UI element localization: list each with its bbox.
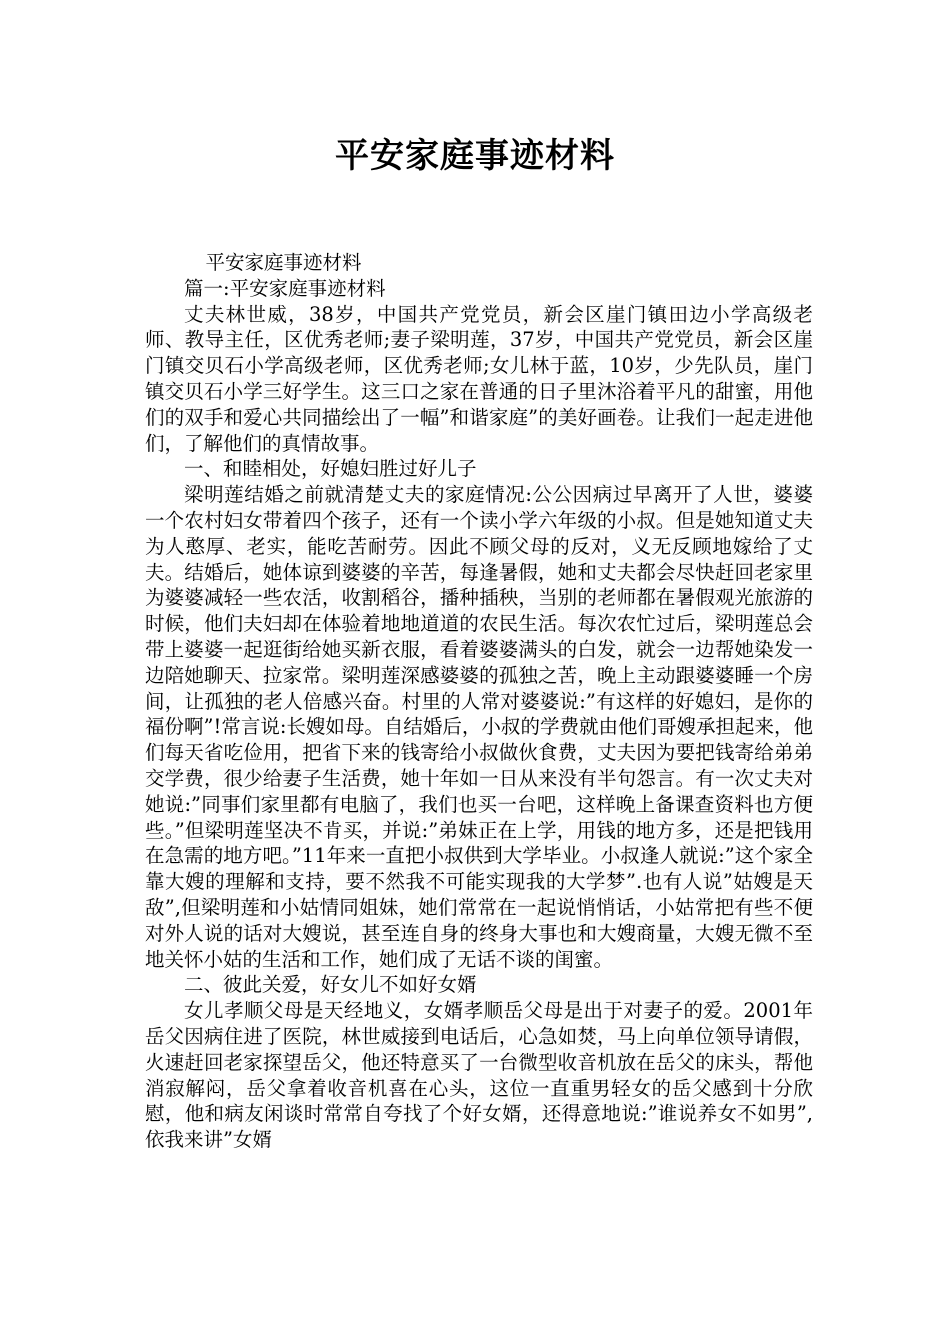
document-body: [145, 250, 813, 1153]
section-heading-2: 二、彼此关爱，好女儿不如好女婿: [184, 973, 477, 997]
document-subtitle: 平安家庭事迹材料: [205, 251, 362, 274]
paragraph-source-heading: 篇一:平安家庭事迹材料: [184, 276, 386, 300]
paragraph-daughter-in-law: 梁明莲结婚之前就清楚丈夫的家庭情况:公公因病过早离开了人世，婆婆一个农村妇女带着四个孩子，还有一个读小学六年级的小叔。但是她知道丈夫为人憨厚、老实，能吃苦耐劳。因此不顾父母的反对，义无反顾地嫁给了丈夫。结婚后，她体谅到婆婆的辛苦，每逢暑假，她和丈夫都会尽快赶回老家里为婆婆减轻一些农活，收割稻谷，播种插秧，当别的老师都在暑假观光旅游的时候，他们夫妇却在体验着地地道道的农民生活。每次农忙过后，梁明莲总会带上婆婆一起逛街给她买新衣服，看着婆婆满头的白发，就会一边帮她染发一边陪她聊天、拉家常。梁明莲深感婆婆的孤独之苦，晚上主动跟婆婆睡一个房间，让孤独的老人倍感兴奋。村里的人常对婆婆说:”有这样的好媳妇，是你的福份啊”!常言说:长嫂如母。自结婚后，小叔的学费就由他们哥嫂承担起来，他们每天省吃俭用，把省下来的钱寄给小叔做伙食费，丈夫因为要把钱寄给弟弟交学费，很少给妻子生活费，她十年如一日从来没有半句怨言。有一次丈夫对她说:”同事们家里都有电脑了，我们也买一台吧，这样晚上备课查资料也方便些。”但梁明莲坚决不肯买，并说:”弟妹正在上学，用钱的地方多，还是把钱用在急需的地方吧。”11年来一直把小叔供到大学毕业。小叔逢人就说:”这个家全靠大嫂的理解和支持，要不然我不可能实现我的大学梦”.也有人说”姑嫂是天敌”,但梁明莲和小姑情同姐妹，她们常常在一起说悄悄话，小姑常把有些不便对外人说的话对大嫂说，甚至连自身的终身大事也和大嫂商量，大嫂无微不至地关怀小姑的生活和工作，她们成了无话不谈的闺蜜。: [145, 483, 813, 971]
paragraph-family-intro: 丈夫林世威，38岁，中国共产党党员，新会区崖门镇田边小学高级老师、教导主任，区优秀老师;妻子梁明莲，37岁，中国共产党党员，新会区崖门镇交贝石小学高级老师，区优秀老师;女儿林于蓝，10岁，少先队员，崖门镇交贝石小学三好学生。这三口之家在普通的日子里沐浴着平凡的甜蜜，用他们的双手和爱心共同描绘出了一幅”和谐家庭”的美好画卷。让我们一起走进他们，了解他们的真情故事。: [145, 302, 813, 455]
section-heading-1: 一、和睦相处，好媳妇胜过好儿子: [184, 457, 477, 481]
paragraph-son-in-law: 女儿孝顺父母是天经地义，女婿孝顺岳父母是出于对妻子的爱。2001年岳父因病住进了医院，林世威接到电话后，心急如焚，马上向单位领导请假，火速赶回老家探望岳父，他还特意买了一台微型收音机放在岳父的床头，帮他消寂解闷，岳父拿着收音机喜在心头，这位一直重男轻女的岳父感到十分欣慰，他和病友闲谈时常常自夸找了个好女婿，还得意地说:”谁说养女不如男”,依我来讲”女婿: [145, 999, 813, 1152]
document-title: 平安家庭事迹材料: [335, 136, 615, 176]
